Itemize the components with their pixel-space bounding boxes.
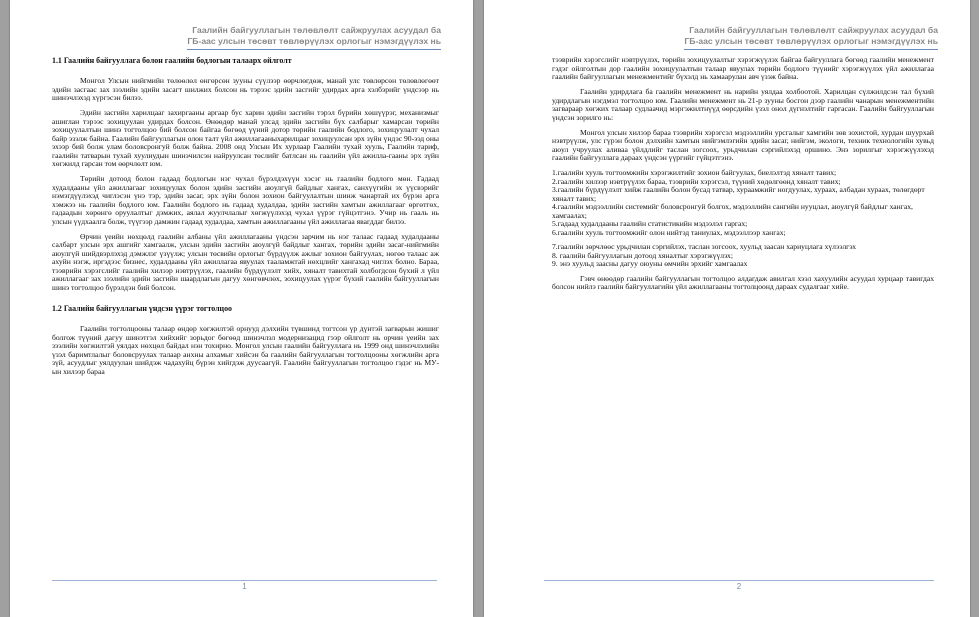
list-item: 2.гаалийн хилээр нэвтрүүлэх бараа, тээврийн хэрэгсэл, түүний хөдөлгөөнд хяналт тавих; <box>552 176 841 186</box>
body-paragraph: Гаалийн тогтолцооны талаар өндөр хөгжилтэй орнууд дэлхийн түвшинд тогтсон үр дүнтэй загварын жишиг болгож түүний дагуу шинэтгэл хийхийг зорьдог бөгөөд шинэчлэл модернизацид гээр ойлголт нь орчин үеийн зах зээлийн хөгжилтэй уялдах нөхцөл байдал нэн тохирно. Монгол улсын гаалийн байгууллага нь 1999 онд шинэчлэлийн үзэл баримтлалыг боловсруулах талаар анхны алхамыг хийсэн ба гаалийн байгууллагын тогтолцооны хөгжлийн арга зүй, асуудлыг уялдуулан шийдэж чадахуйц бүрэн хийгдэж дуусаагүй. Гаалийн байгууллагын тогтолцоо гэдэг нь МУ-ын хилээр бараа <box>52 324 439 376</box>
body-paragraph: Монгол улсын хилээр бараа тээврийн хэрэгсэл мэдээллийн урсгалыг хамгийн зөв зохистой, хурдан шуурхай нэвтрүүлж, улс гүрэн болон дэлхийн хамтын нийгэмлэгийн эдийн засаг, нийгэм, экологи, техник технологийн хувьд аюул учруулах аливаа үйлдлийг таслан зогсоох, урьдчилан сэргийлэхэд оршино. Энэ зорилгыг хэрэгжүүлэхэд гаалийн байгууллага дараах үндсэн үүргийг гүйцэтгэнэ. <box>552 127 934 162</box>
body-paragraph: Гэвч өнөөдөр гаалийн байгууллагын тогтолцоо алдагдаж авилгал хээл хахуулийн асуудал хурцаар тавигдах болсон нийлэ гаалийн байгууллагийн үйл ажиллагааны тогтолцоонд дараах судалгааг хийе. <box>552 273 934 291</box>
page-footer <box>52 580 437 591</box>
duties-list <box>552 169 934 269</box>
page-header <box>187 25 441 50</box>
list-item: 6.гаалийн хууль тогтоомжийг олон нийтэд таниулах, мэдээллээр хангах; <box>552 227 786 237</box>
page-body <box>552 56 934 298</box>
page-body <box>52 56 439 383</box>
list-item: 5.гадаад худалдааны гаалийн статистикийн мэдээлэл гаргах; <box>552 219 748 228</box>
body-paragraph: Өрчин үеийн нөхцөлд гаалийн албаны үйл ажиллагааны үндсэн зарчим нь нэг талаас гадаад худалдааны салбарт улсын эрх ашгийг хамгаалж, улсын эдийн засгийн аюулгүй байдлыг хангах, төрийн эдийн засаг-нийгмийн аюулгүй шийдвэрлэхэд дэмжлэг үзүүлж; улсын төсвийн орлогыг бүрдүүлж ажлыг зохион байгуулах, нөгөө талаас аж ахуйн нэгж, иргэдээс бизнес, худалдааны үйл ажиллагаа явуулах тааламжтай нөхцлийг хангахад чиглэх болно. Бараа, тээврийн хэрэгслийг гаалийн хилээр нэвтрүүлэх, гаалийн бүрдүүлэлт хийх, хяналт тавихтай холбогдсон бүхий л үйл ажиллагааг зах зээлийн эдийн засгийн шаардлагын дагуу хөнгөвчлөх, зохицуулах үүрэг бүхий гаалийн байгууллагын шинэ тогтолцоо бүрэлдэн бий болсон. <box>52 231 439 292</box>
document-page-2 <box>484 0 970 617</box>
section-title: 1.2 Гаалийн байгууллагын үндсэн үүрэг тогтолцоо <box>52 304 232 313</box>
body-paragraph: Төрийн дотоод болон гадаад бодлогын нэг чухал бүрэлдэхүүн хэсэг нь гаалийн бодлого мөн. Гадаад худалдааны үйл ажиллагааг зохицуулах болон эдийн засгийн аюулгүй байдлыг хангах, санхүүгийн эх үүсвэрийг нэмэгдүүлэхэд чиглэсэн үнэ тэр, эдийн засаг, эрх зүйн болон зохион байгуулалтын шинж чанартай их бүрэн арга хэмжээ нь гаалийн бодлого юм. Гаалийн бодлого нь гадаад худалдаа, эдийн засгийн хамтын ажиллагааг өргөтгөх, гадаадын хөрөнгө оруулалтыг дэмжих, аялал жуулчлалыг хөгжүүлэхэд чухал үүрэг гүйцэтгэнэ. Учир нь гааль нь улсын үүдхаалга болж, түүгээр дамжин гадаад худалдаа, хамтын ажиллагааны үйл ажиллагаа явагддаг билээ. <box>52 174 439 226</box>
section-title: 1.1 Гаалийн байгууллага болон гаалийн бодлогын талаарх ойлголт <box>52 56 292 65</box>
header-line-1: Гаалийн байгууллагын төлөвлөлт сайжруулах асуудал ба <box>689 25 938 35</box>
page-header <box>684 25 938 50</box>
page-number: 1 <box>242 582 247 591</box>
body-paragraph: Монгол Улсын нийгмийн төлөөлөл өнгөрсөн зууны сүүлээр өөрчлөгдөж, манай улс төвлөрсөн төлөвлөгөөт эдийн засгаас зах зээлийн эдийн засагт шилжих болсон нь тэрээс эдийн засгийг удирдах арга хэлбэрийг үндсээр нь шинэчлэхэд хүргэсэн билээ. <box>52 76 439 102</box>
document-page-1 <box>10 0 473 617</box>
header-line-2: ГБ-аас улсын төсөвт төвлөрүүлэх орлогыг нэмэгдүүлэх нь <box>684 36 938 46</box>
list-item: 1.гаалийн хууль тогтоомжийн хэрэгжилтийг зохион байгуулах, биелэлтэд хяналт тавих; <box>552 168 837 177</box>
header-line-1: Гаалийн байгууллагын төлөвлөлт сайжруулах асуудал ба <box>192 25 441 35</box>
page-footer <box>544 580 934 591</box>
body-paragraph: Гаалийн удирдлага ба гаалийн менежмент нь нарийн уялдаа холбоотой. Харилцан сүлжилдсэн тал бүхий удирдлагын нэгдмэл тогтолцоо юм. Гаалийн менежмент нь 21-р зууны босгон дээр гаалийн чанарын менежментийн загвараар хөгжих талаар судлаачид мэргэжилтнүүд өөрсдийн үзэл онол дүгнэлтийг гаргасан. Гаалийн байгууллагын үндсэн зорилго нь: <box>552 87 934 122</box>
body-paragraph: Эдийн засгийн харилцааг захиргааны аргаар бус харин эдийн засгийн тэрэл бүрийн хөшүүрэг, механизмыг ашиглан тэрээс зохицуулан удирдах болсон. Өнөөдөр манай улсад эдийн засгийн бүх салбарыг хамарсан төрийн зохицуулалтын шинэ тогтолцоо бий болсон байгаа бөгөөд үүний дотор төрийн гаалийн бодлого, зохицуулалт чухал байр эзэлж байна. Гаалийн байгууллагын олон талт үйл ажиллагааныхарилцааг зохицуулсан эрх зүйн үндэс 90-ээд оны эхээр бий болж улам боловсронгуй болж байна. 2008 онд Улсын Их хурлаар Гаалийн тухай хууль, Гаалийн тариф, гаалийн татварын тухай хуулиудын шинэчилсэн найруулсан төслийг батлсан нь гаалийн үйл ажилла-гааны эрх зүйн хөгжилд гарсан том өөрчлөлт юм. <box>52 108 439 168</box>
list-item: 7.гаалийн зөрчлөөс урьдчилан сэргийлэх, таслан зогсоох, хуульд заасан хариуцлага хүлээлгэх <box>552 242 856 251</box>
header-line-2: ГБ-аас улсын төсөвт төвлөрүүлэх орлогыг нэмэгдүүлэх нь <box>187 36 441 46</box>
list-item: 8. гаалийн байгууллагын дотоод хяналтыг хэрэгжүүлэх; <box>552 250 733 260</box>
list-item: 4.гаалийн мэдээллийн системийг боловсронгуй болгох, мэдээллийн сангийн нууцлал, аюулгүй байдлыг хангах, хамгаалах; <box>552 202 913 220</box>
list-item: 9. энэ хуульд заасны дагуу оюуны өмчийн эрхийг хамгаалах <box>552 259 748 268</box>
list-item: 3.гаалийн бүрдүүлэлт хийж гаалийн болон бусад татвар, хураамжийг ногдуулах, хураах, албадан хураах, төлөгдөрт хяналт тавих; <box>552 185 925 203</box>
page-number: 2 <box>736 582 742 591</box>
body-paragraph: тээврийн хэрэгслийг нэвтрүүлэх, төрийн зохицуулалтыг хэрэгжүүлэх байгаа байгууллага бөгөөд гаалийн менежмент гэдэг ойлголтын дор гаалийн зохицуулалтын талаар явуулах төрийн бодлого түүнийг хэрэгжүүлэх үйл ажиллагаа гаалийн байгууллагын менежментийг бүхэлд нь хамаарулан авч үзэж байна. <box>552 55 934 81</box>
